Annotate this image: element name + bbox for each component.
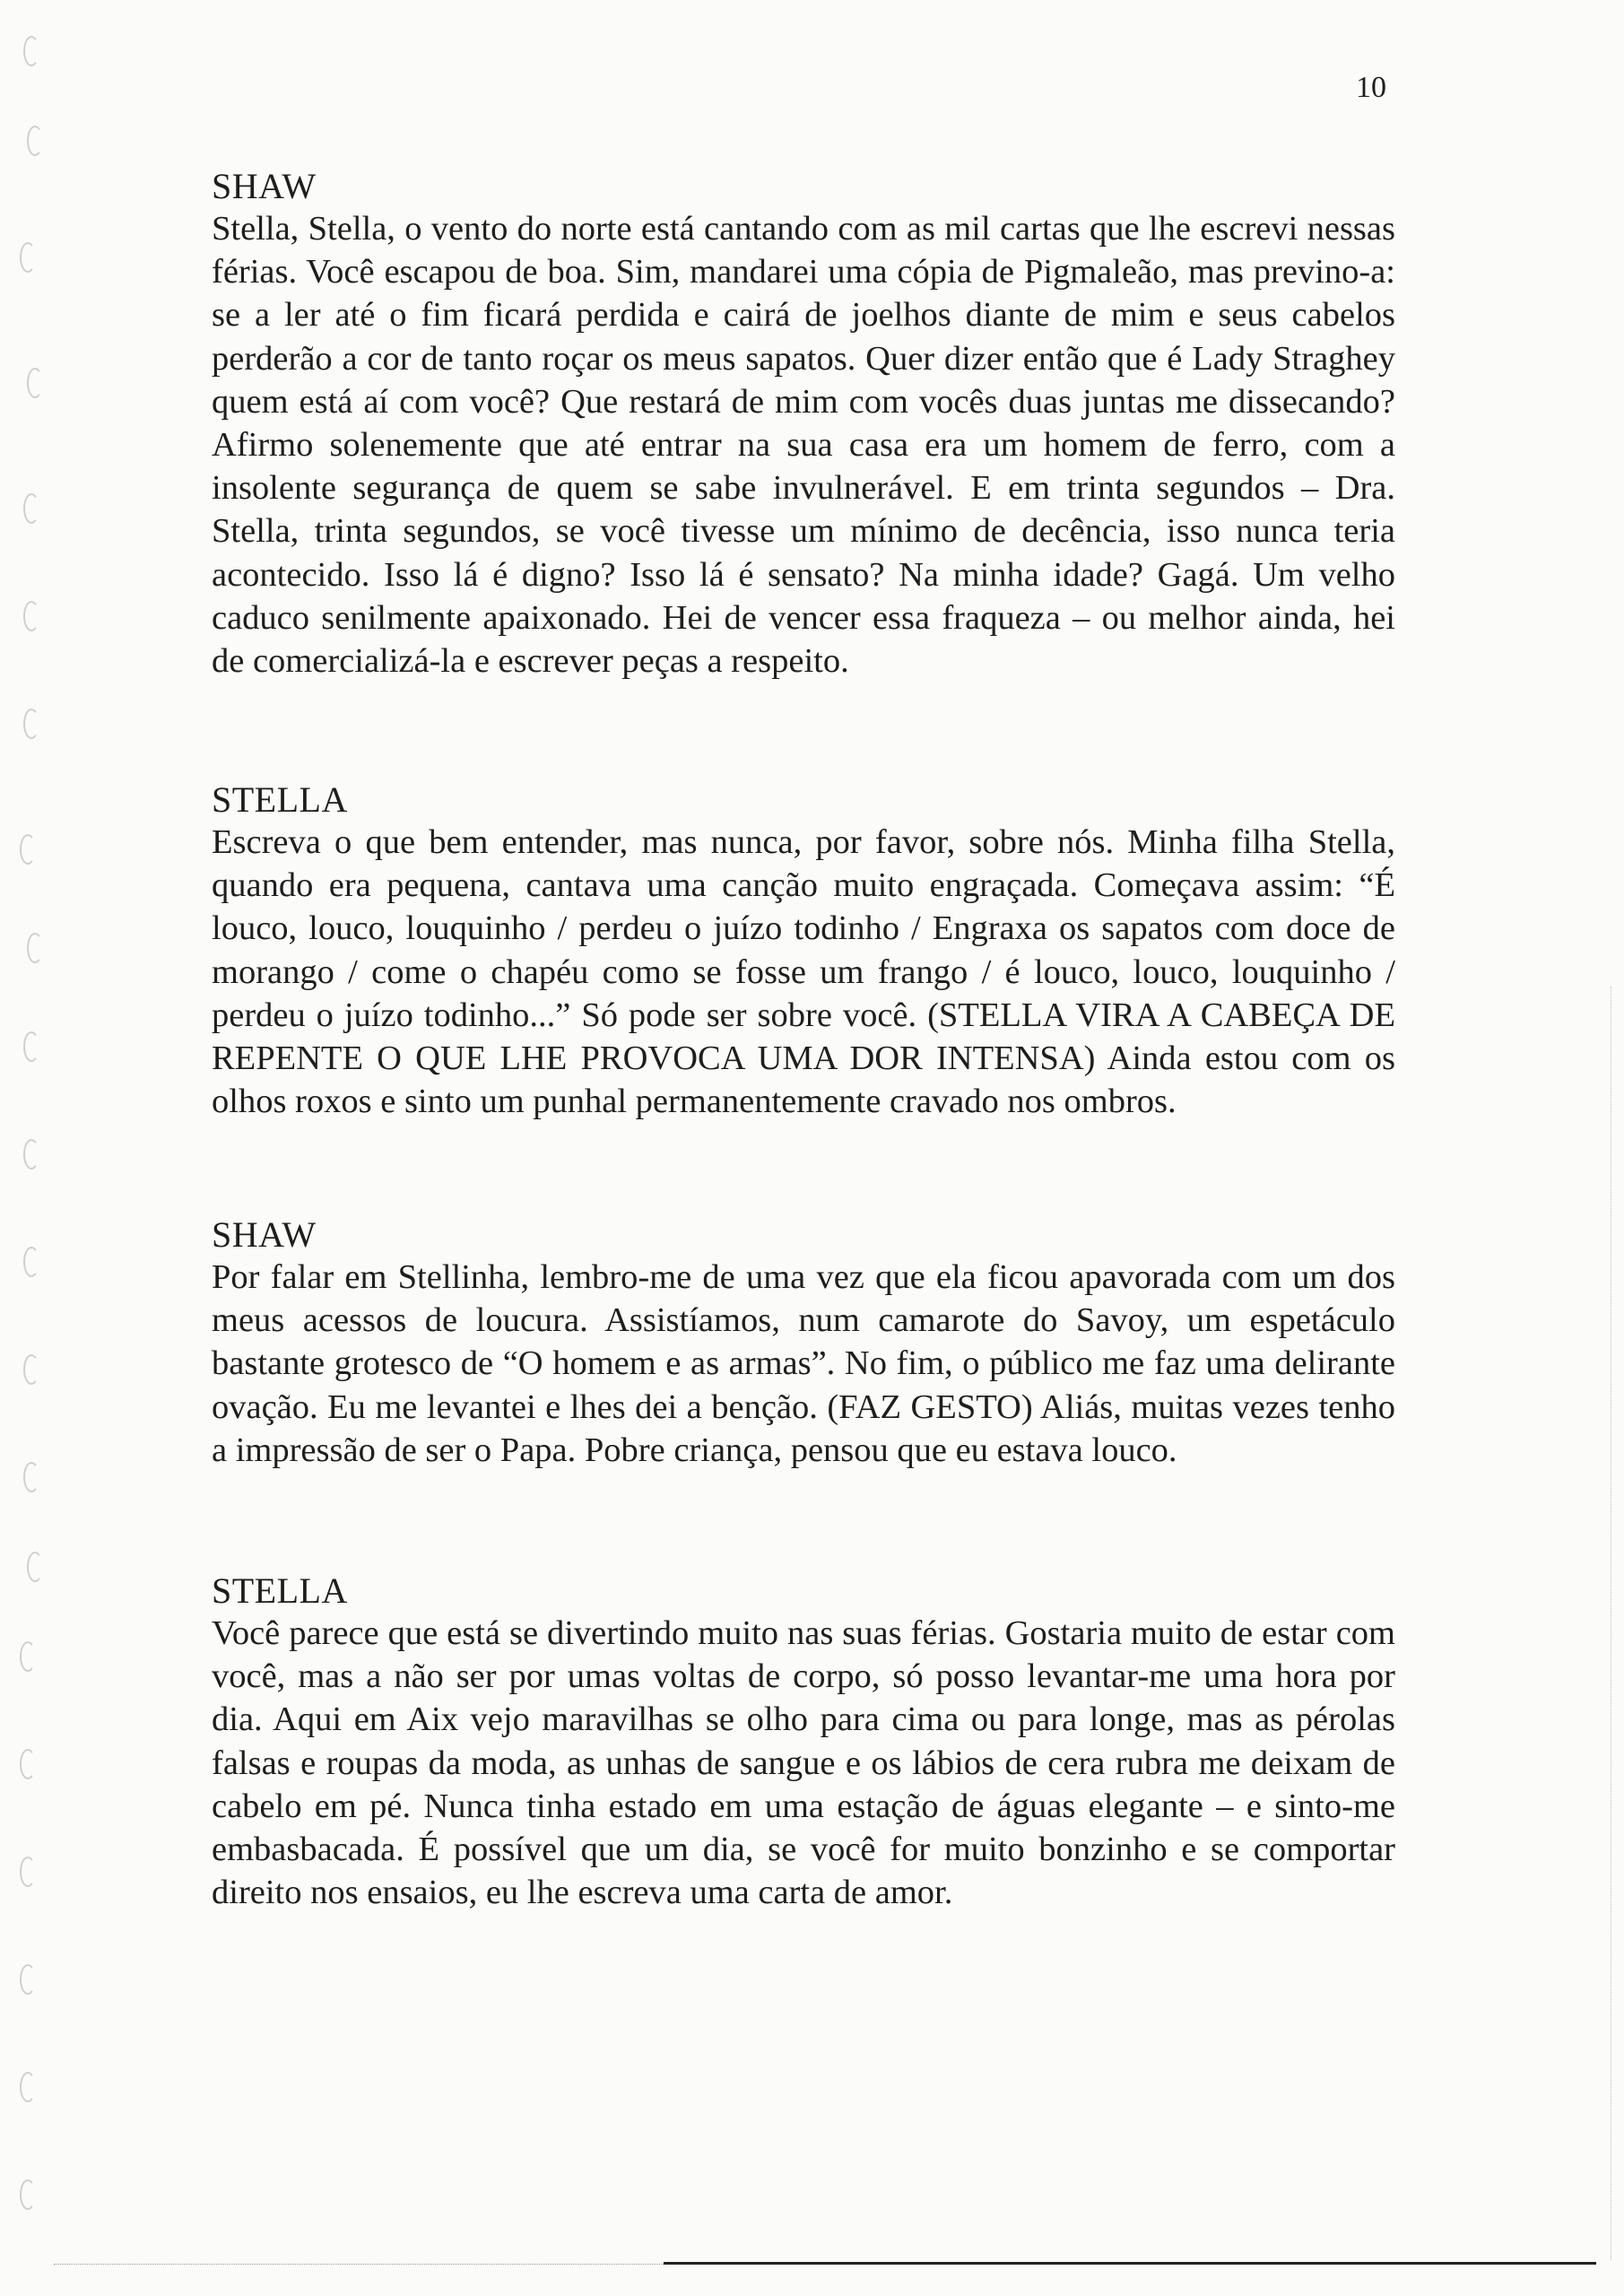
binder-hole — [20, 1641, 36, 1672]
speech-text: Stella, Stella, o vento do norte está cantando com as mil cartas que lhe escrevi nessas férias. Você escapou de boa. Sim, mandarei uma cópia de Pigmaleão, mas previno-a: se a ler até o fim ficará perdida e cairá de joelhos diante de mim e seus cabelos perderão a cor de tanto roçar os meus sapatos. Quer dizer então que é Lady Straghey quem está aí com você? Que restará de mim com vocês duas juntas me dissecando? Afirmo solenemente que até entrar na sua casa era um homem de ferro, com a insolente segurança de quem se sabe invulnerável. E em trinta segundos – Dra. Stella, trinta segundos, se você tivesse um mínimo de decência, isso nunca teria acontecido. Isso lá é digno? Isso lá é sensato? Na minha idade? Gagá. Um velho caduco senilmente apaixonado. Hei de vencer essa fraqueza – ou melhor ainda, hei de comercializá-la e escrever peças a respeito. — [212, 210, 1395, 681]
binder-hole — [20, 2179, 36, 2210]
speaker-name: STELLA — [212, 1570, 348, 1611]
binder-hole — [27, 368, 43, 398]
speech-text: Escreva o que bem entender, mas nunca, por favor, sobre nós. Minha filha Stella, quando era pequena, cantava uma canção muito engraçada. Começava assim: “É louco, louco, louquinho / perdeu o juízo todinho / Engraxa os sapatos com doce de morango / come o chapéu como se fosse um frango / é louco, louco, louquinho / perdeu o juízo todinho...” Só pode ser sobre você. (STELLA VIRA A CABEÇA DE REPENTE O QUE LHE PROVOCA UMA DOR INTENSA) Ainda estou com os olhos roxos e sinto um punhal permanentemente cravado nos ombros. — [212, 823, 1395, 1121]
page-number: 10 — [1356, 71, 1386, 104]
binder-hole — [20, 1749, 36, 1779]
binder-hole — [20, 1964, 36, 1995]
binder-hole — [20, 2072, 36, 2102]
binder-hole — [23, 709, 39, 739]
dialogue-block — [212, 1570, 1395, 1914]
speaker-name: SHAW — [212, 166, 317, 206]
dialogue-block — [212, 778, 1395, 1123]
binder-hole — [20, 834, 36, 865]
speaker-name: SHAW — [212, 1214, 317, 1255]
binder-hole — [20, 242, 36, 273]
binder-hole — [23, 1031, 39, 1062]
binder-hole — [23, 493, 39, 524]
binder-hole — [27, 933, 43, 963]
binder-hole — [23, 1462, 39, 1492]
binder-hole — [23, 601, 39, 631]
bottom-dotted-rule — [54, 2264, 664, 2266]
binder-hole — [23, 1354, 39, 1385]
speech-text: Por falar em Stellinha, lembro-me de uma vez que ela ficou apavorada com um dos meus acessos de loucura. Assistíamos, num camarote do Savoy, um espetáculo bastante grotesco de “O homem e as armas”. No fim, o público me faz uma delirante ovação. Eu me levantei e lhes dei a benção. (FAZ GESTO) Aliás, muitas vezes tenho a impressão de ser o Papa. Pobre criança, pensou que eu estava louco. — [212, 1258, 1395, 1469]
binder-hole — [23, 1139, 39, 1170]
speaker-name: STELLA — [212, 779, 348, 820]
scan-edge-line — [1611, 987, 1612, 2260]
dialogue-block — [212, 165, 1395, 683]
binder-hole — [27, 126, 43, 156]
binder-hole — [23, 1247, 39, 1277]
speech-text: Você parece que está se divertindo muito nas suas férias. Gostaria muito de estar com você, mas a não ser por umas voltas de corpo, só posso levantar-me uma hora por dia. Aqui em Aix vejo maravilhas se olho para cima ou para longe, mas as pérolas falsas e roupas da moda, as unhas de sangue e os lábios de cera rubra me deixam de cabelo em pé. Nunca tinha estado em uma estação de águas elegante – e sinto-me embasbacada. É possível que um dia, se você for muito bonzinho e se comportar direito nos ensaios, eu lhe escreva uma carta de amor. — [212, 1614, 1395, 1912]
bottom-rule — [664, 2262, 1596, 2265]
dialogue-block — [212, 1213, 1395, 1472]
binder-hole — [20, 1857, 36, 1887]
binder-hole — [23, 36, 39, 66]
binder-holes — [20, 27, 65, 2269]
binder-hole — [27, 1552, 43, 1582]
